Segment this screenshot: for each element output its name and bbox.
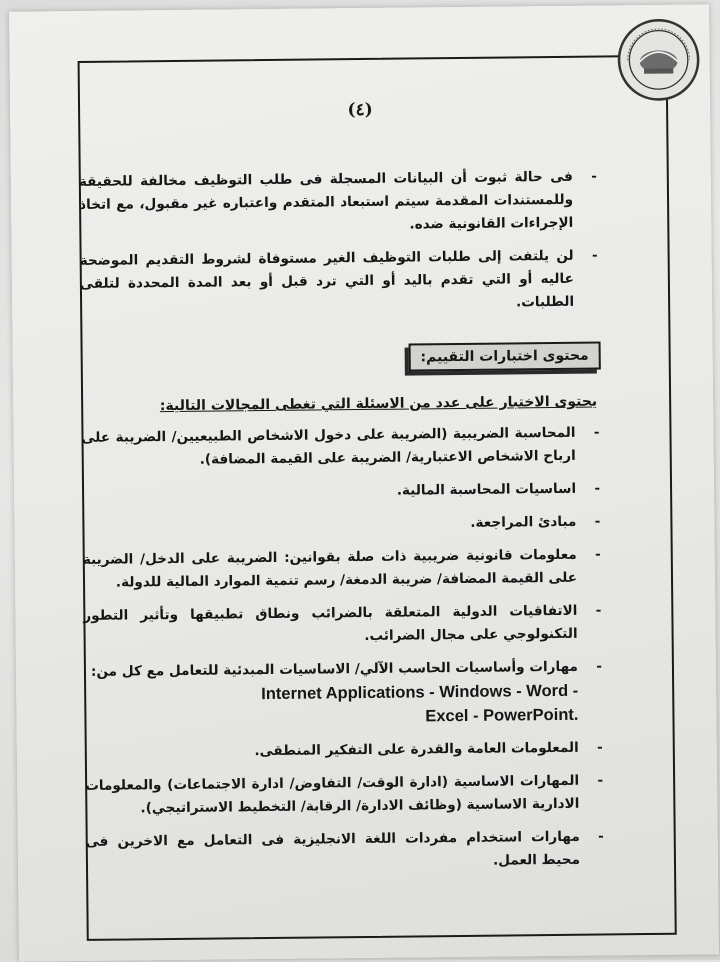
item-text: الاتفاقيات الدولية المتعلقة بالضرائب ونطاق تطبيقها وتأثير التطور التكنولوجي على مجال الضرائب.	[83, 602, 578, 645]
organization-logo	[615, 16, 702, 103]
list-item	[79, 166, 600, 240]
bullet-dash: -	[597, 828, 604, 845]
item-text: فى حالة ثبوت أن البيانات المسجلة فى طلب التوظيف مخالفة للحقيقة وللمستندات المقدمة سيتم استبعاد المتقدم واعتباره غير مقبول، مع اتخاذ الإجراءات القانونية ضده.	[78, 168, 574, 233]
section-title-box: محتوى اختبارات التقييم:	[408, 342, 600, 372]
item-text: المعلومات العامة والقدرة على التفكير المنطقى.	[254, 739, 579, 760]
bullet-dash: -	[597, 739, 603, 756]
list-item	[80, 245, 601, 319]
item-text: مهارات وأساسيات الحاسب الآلي/ الاساسيات المبدئية للتعامل مع كل من:	[90, 658, 579, 680]
item-text: معلومات قانونية ضريبية ذات صلة بقوانين: الضريبة على الدخل/ الضريبة على القيمة المضافة/ ضريبة الدمغة/ رسم تنمية الموارد المالية للدولة.	[82, 546, 578, 591]
document-body	[79, 166, 606, 887]
item-text: لن يلتفت إلى طلبات التوظيف الغير مستوفاة لشروط التقديم الموضحة عاليه أو التي تقدم باليد أو التي ترد قبل أو بعد المدة المحددة لتلقى الطلبات.	[79, 247, 575, 311]
list-item-computer-skills	[84, 655, 605, 731]
item-text: المهارات الاساسية (ادارة الوقت/ التفاوض/ ادارة الاجتماعات) والمعلومات الادارية الاساسية (وظائف الادارة/ الرقابة/ التخطيط الاستراتيجي).	[85, 772, 580, 817]
item-text: مهارات استخدام مفردات اللغة الانجليزية فى التعامل مع الاخرين فى محيط العمل.	[85, 828, 581, 869]
list-item	[81, 422, 601, 473]
list-item	[82, 511, 602, 539]
software-list-line-1: Internet Applications - Windows - Word -	[261, 681, 579, 704]
bullet-dash: -	[593, 424, 600, 441]
section-intro: يحتوى الاختبار على عدد من الاسئلة التي تغطى المجالات التالية:	[159, 393, 598, 415]
item-text: مبادئ المراجعة.	[470, 513, 577, 531]
list-item	[86, 825, 606, 876]
item-text: اساسيات المحاسبة المالية.	[396, 480, 577, 499]
list-item	[85, 769, 605, 820]
bullet-dash: -	[591, 168, 597, 185]
list-item	[83, 600, 603, 651]
bullet-dash: -	[594, 480, 601, 497]
item-text: المحاسبة الضريبية (الضريبة على دخول الاشخاص الطبيعيين/ الضريبة على ارباح الاشخاص الاعتبارية/ الضريبة على القيمة المضافة).	[81, 424, 576, 468]
page-number: (٤)	[347, 99, 373, 121]
software-list-line-2: Excel - PowerPoint.	[425, 705, 579, 726]
bullet-dash: -	[596, 658, 603, 675]
bullet-dash: -	[597, 772, 604, 789]
bullet-dash: -	[594, 513, 601, 530]
list-item	[82, 478, 602, 506]
bullet-dash: -	[591, 247, 598, 264]
bullet-dash: -	[595, 546, 601, 563]
bullet-dash: -	[595, 602, 602, 619]
document-sheet	[9, 4, 719, 961]
list-item	[85, 736, 605, 764]
list-item	[83, 544, 603, 595]
